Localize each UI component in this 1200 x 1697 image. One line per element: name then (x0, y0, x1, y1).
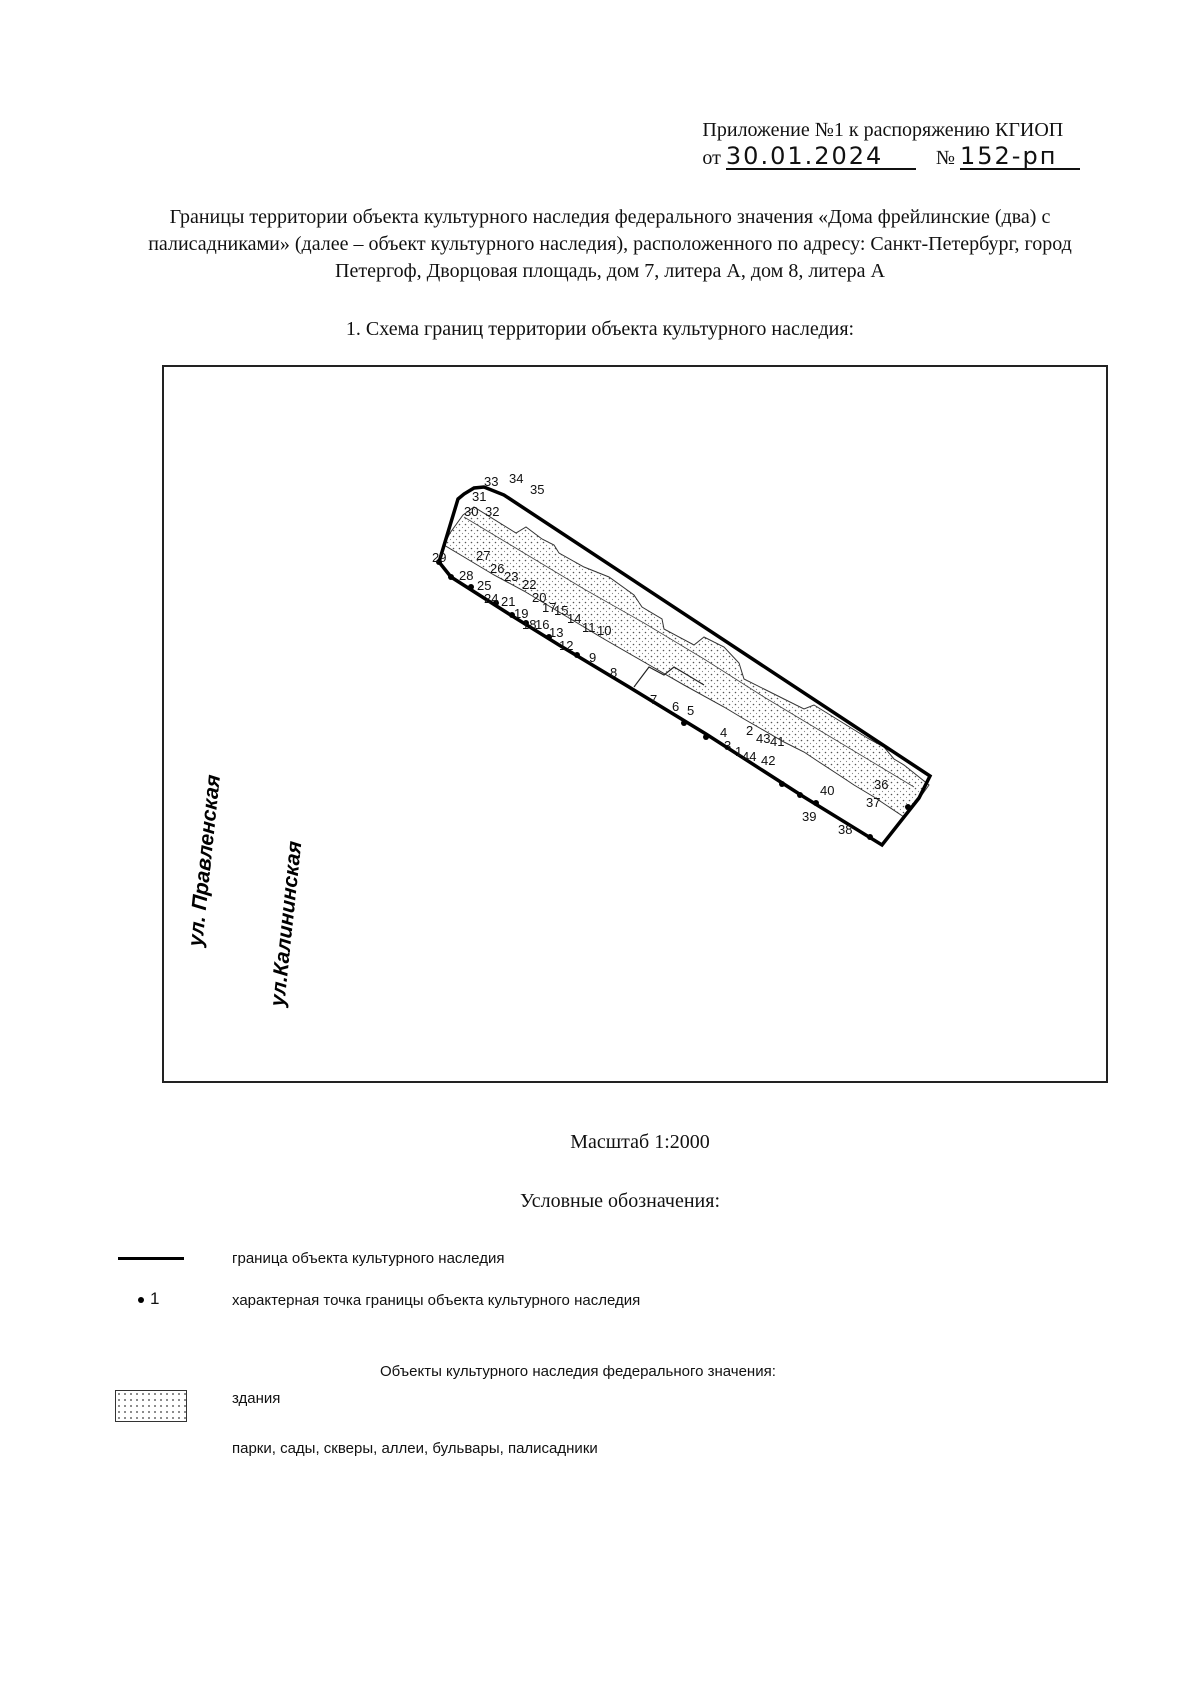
legend-point-text: характерная точка границы объекта культурного наследия (232, 1292, 641, 1309)
legend-point-number: 1 (150, 1289, 160, 1308)
point-label: 35 (530, 482, 545, 497)
street-pravlenskaya: ул. Правленская (184, 773, 226, 948)
point-label: 36 (874, 777, 889, 792)
order-line (702, 144, 1080, 172)
point-label: 33 (484, 474, 499, 489)
point-label: 19 (514, 606, 529, 621)
point-label: 8 (610, 665, 618, 680)
point-label: 37 (866, 795, 881, 810)
point-label: 30 (464, 504, 479, 519)
point-label: 11 (582, 620, 596, 635)
point-label: 34 (509, 471, 524, 486)
point-label: 31 (472, 489, 487, 504)
point-label: 44 (742, 749, 757, 764)
legend-building-swatch (115, 1390, 187, 1422)
point-label: 28 (459, 568, 474, 583)
point-label: 29 (432, 550, 447, 565)
point-label: 21 (501, 594, 516, 609)
point-label: 2 (746, 723, 754, 738)
building-area (444, 507, 929, 817)
point-label: 16 (535, 617, 550, 632)
point-label: 32 (485, 504, 500, 519)
legend-point-dot (138, 1297, 144, 1303)
point-label: 18 (522, 617, 537, 632)
section-title: 1. Схема границ территории объекта культурного наследия: (345, 318, 855, 340)
point-label: 42 (761, 753, 776, 768)
number-prefix: № (935, 147, 955, 169)
order-date: 30.01.2024 (726, 144, 916, 170)
point-label: 9 (589, 650, 597, 665)
legend-boundary-line (118, 1257, 184, 1260)
point-label: 24 (484, 591, 499, 606)
legend-federal-heading: Объекты культурного наследия федерального значения: (380, 1363, 776, 1380)
point-label: 10 (597, 623, 612, 638)
date-prefix: от (702, 147, 721, 169)
document-header (702, 116, 1080, 172)
point-label: 14 (567, 611, 582, 626)
document-title: Границы территории объекта культурного наследия федерального значения «Дома фрейлинские (два) с палисадниками» (далее – объект культурного наследия), расположенного по адресу: Санкт-Петербург, город Петергоф, Дворцовая площадь, дом 7, литера А, дом 8, литера А (148, 206, 1072, 282)
point-label: 43 (756, 731, 771, 746)
point-label: 39 (802, 809, 817, 824)
point-label: 3 (724, 738, 732, 753)
point-label: 22 (522, 577, 537, 592)
map-scale: Масштаб 1:2000 (570, 1131, 710, 1153)
point-label: 6 (672, 699, 680, 714)
point-label: 40 (820, 783, 835, 798)
point-label: 1 (735, 744, 743, 759)
point-label: 4 (720, 725, 728, 740)
point-label: 15 (554, 603, 569, 618)
point-label: 12 (559, 638, 574, 653)
map-drawing (164, 367, 1106, 1081)
street-kalininskaya: ул.Калининская (266, 839, 307, 1008)
legend-parks-text: парки, сады, скверы, аллеи, бульвары, палисадники (232, 1440, 598, 1457)
appendix-line: Приложение №1 к распоряжению КГИОП (702, 119, 1064, 141)
point-label: 41 (770, 734, 785, 749)
point-label: 26 (490, 561, 505, 576)
point-label: 7 (650, 692, 658, 707)
order-number: 152-рп (960, 144, 1080, 170)
legend-title: Условные обозначения: (519, 1190, 721, 1212)
point-label: 27 (476, 548, 491, 563)
point-label: 38 (838, 822, 853, 837)
point-label: 20 (532, 590, 547, 605)
point-label: 17 (542, 600, 557, 615)
point-label: 23 (504, 569, 519, 584)
point-label: 13 (549, 625, 564, 640)
legend-boundary-text: граница объекта культурного наследия (232, 1250, 505, 1267)
boundary-map (162, 365, 1108, 1083)
legend-buildings-text: здания (232, 1390, 281, 1407)
point-label: 25 (477, 578, 492, 593)
point-label: 5 (687, 703, 695, 718)
